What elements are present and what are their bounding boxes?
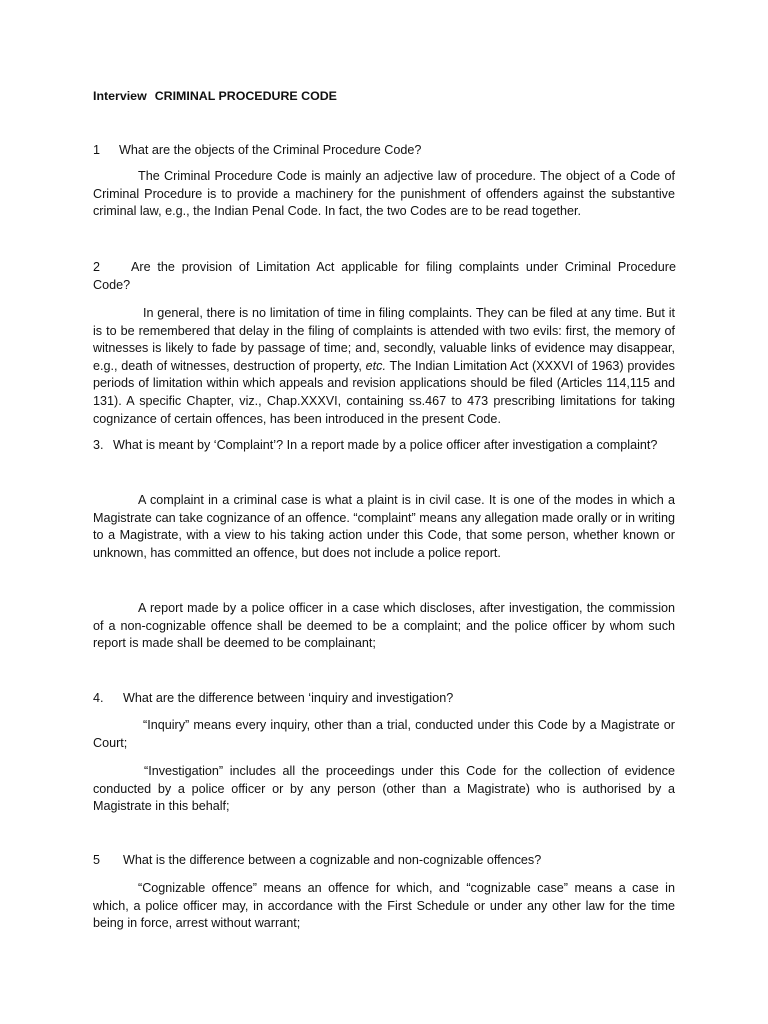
answer-2-italic: etc. <box>365 358 386 373</box>
question-4-text: What are the difference between ‘inquiry and investigation? <box>123 691 454 705</box>
question-3-number: 3. <box>93 438 104 452</box>
question-3-text: What is meant by ‘Complaint’? In a report made by a police officer after investigation a complaint? <box>113 438 658 452</box>
answer-4-paragraph-2: “Investigation” includes all the proceedings under this Code for the collection of evidence conducted by a police officer or by any person (other than a Magistrate) who is authorised by a Magistrate in this behalf; <box>93 764 675 814</box>
answer-3-paragraph-2: A report made by a police officer in a case which discloses, after investigation, the commission of a non-cognizable offence shall be deemed to be a complaint; and the police officer by whom such report is made shall be deemed to be complainant; <box>93 601 675 651</box>
question-2-text: Are the provision of Limitation Act applicable for filing complaints under Criminal Procedure Code? <box>93 260 676 292</box>
question-5 <box>93 852 676 870</box>
question-2-number: 2 <box>93 260 101 274</box>
question-2 <box>93 259 676 294</box>
answer-3-paragraph-1: A complaint in a criminal case is what a plaint is in civil case. It is one of the modes in which a Magistrate can take cognizance of an offence. “complaint” means any allegation made orally or in writing to a Magistrate, with a view to his taking action under this Code, that some person, whether known or unknown, has committed an offence, but does not include a police report. <box>93 493 675 560</box>
question-5-text: What is the difference between a cognizable and non-cognizable offences? <box>123 853 542 867</box>
answer-2 <box>93 305 675 428</box>
answer-4-paragraph-1: “Inquiry” means every inquiry, other than a trial, conducted under this Code by a Magistrate or Court; <box>93 718 675 750</box>
question-5-number: 5 <box>93 853 101 867</box>
title-main: CRIMINAL PROCEDURE CODE <box>154 89 337 103</box>
question-1-text: What are the objects of the Criminal Procedure Code? <box>119 143 422 157</box>
question-4-number: 4. <box>93 691 104 705</box>
document-title <box>93 88 337 106</box>
question-1 <box>93 142 676 160</box>
answer-2-part-1: In general, there is no limitation of time in filing complaints. They can be filed at any time. But it is to be remembered that delay in the filing of complaints is attended with two evils: first, the memory of witnesses is likely to fade by passage of time; and, secondly, valuable links of evidence may disappear, e.g., death of witnesses, destruction of property, <box>93 306 675 373</box>
answer-5: “Cognizable offence” means an offence for which, and “cognizable case” means a case in which, a police officer may, in accordance with the First Schedule or under any other law for the time being in force, arrest without warrant; <box>93 881 675 931</box>
answer-1: The Criminal Procedure Code is mainly an adjective law of procedure. The object of a Code of Criminal Procedure is to provide a machinery for the punishment of offenders against the substantive criminal law, e.g., the Indian Penal Code. In fact, the two Codes are to be read together. <box>93 169 675 219</box>
question-4 <box>93 690 676 708</box>
title-prefix: Interview <box>93 89 147 103</box>
question-1-number: 1 <box>93 143 101 157</box>
question-3 <box>93 437 676 455</box>
answer-2-part-2: The Indian Limitation Act (XXXVI of 1963) provides periods of limitation within which appeals and revision applications should be filed (Articles 114,115 and 131). A specific Chapter, viz., Chap.XXXVI, containing ss.467 to 473 prescribing limitations for taking cognizance of certain offences, has been introduced in the present Code. <box>93 358 675 426</box>
